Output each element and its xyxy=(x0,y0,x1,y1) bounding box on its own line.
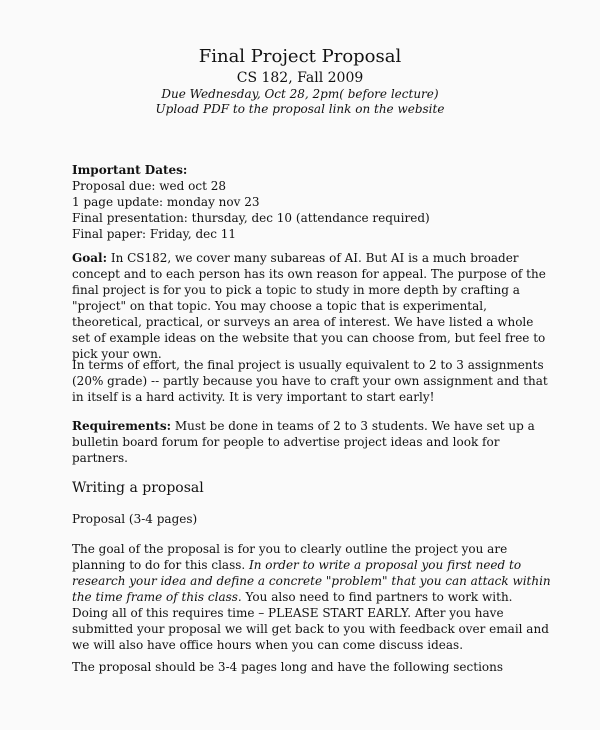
date-item: Proposal due: wed oct 28 xyxy=(72,179,226,193)
important-dates-heading: Important Dates: xyxy=(72,163,188,177)
proposal-goal-italic: In order to write a proposal you first need to research your idea and define a concrete "problem" that you can attack within the time frame of this class. xyxy=(72,558,551,604)
proposal-goal-text-1: The goal of the proposal is for you to clearly outline the project you are planning to do for this class. xyxy=(72,542,508,572)
sections-intro xyxy=(72,659,552,675)
effort-paragraph xyxy=(72,357,552,405)
proposal-goal-paragraph xyxy=(72,541,552,653)
date-item: 1 page update: monday nov 23 xyxy=(72,195,260,209)
requirements-paragraph xyxy=(72,418,552,466)
date-item: Final paper: Friday, dec 11 xyxy=(72,227,237,241)
proposal-goal-text-2: You also need to find partners to work with. Doing all of this requires time – PLEASE START EARLY. After you have submitted your proposal we will get back to you with feedback over email and we will also have office hours when you can come discuss ideas. xyxy=(72,590,549,652)
goal-text: In CS182, we cover many subareas of AI. But AI is a much broader concept and to each person has its own reason for appeal. The purpose of the final project is for you to pick a topic to study in more depth by crafting a "project" on that topic. You may choose a topic that is experimental, theoretical, practical, or surveys an area of interest. We have listed a whole set of example ideas on the website that you can choose from, but feel free to pick your own. xyxy=(72,251,546,361)
upload-line: Upload PDF to the proposal link on the website xyxy=(155,102,445,116)
effort-text: In terms of effort, the final project is usually equivalent to 2 to 3 assignments (20% grade) -- partly because you have to craft your own assignment and that in itself is a hard activity. It is very important to start early! xyxy=(72,358,548,404)
goal-paragraph xyxy=(72,250,552,362)
goal-label: Goal: xyxy=(72,251,108,265)
important-dates-section xyxy=(72,162,552,242)
requirements-text: Must be done in teams of 2 to 3 students. We have set up a bulletin board forum for people to advertise project ideas and look for partners. xyxy=(72,419,535,465)
sections-text: The proposal should be 3-4 pages long and have the following sections xyxy=(72,660,504,674)
due-line: Due Wednesday, Oct 28, 2pm( before lecture) xyxy=(161,87,439,101)
date-item: Final presentation: thursday, dec 10 (attendance required) xyxy=(72,211,430,225)
writing-proposal-heading: Writing a proposal xyxy=(72,480,204,496)
proposal-pages-text: Proposal (3-4 pages) xyxy=(72,512,198,526)
proposal-pages-line xyxy=(72,511,552,527)
document-title: Final Project Proposal xyxy=(198,46,402,67)
requirements-label: Requirements: xyxy=(72,419,172,433)
course-subtitle: CS 182, Fall 2009 xyxy=(236,70,364,86)
